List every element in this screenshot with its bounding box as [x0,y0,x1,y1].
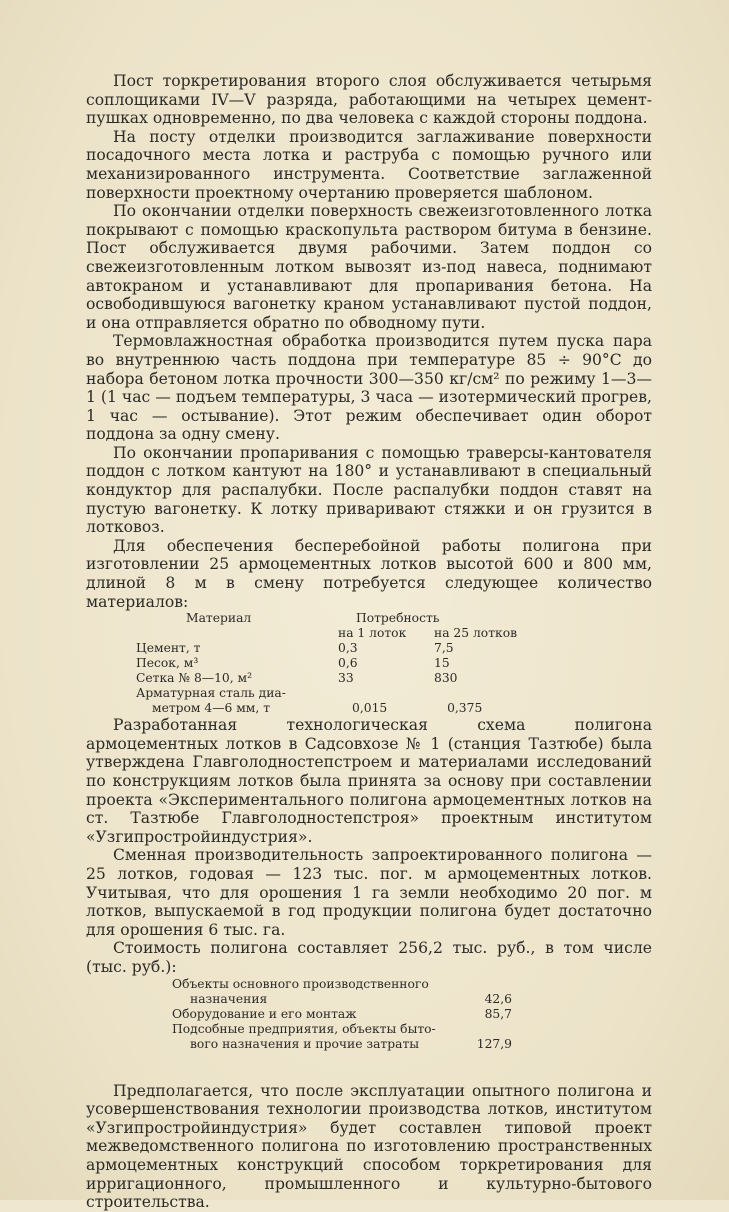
table-row [172,992,512,1007]
cost-item-name: Оборудование и его монтаж [172,1006,357,1021]
paragraph-2: На посту отделки производится заглаживание поверхности посадочного места лотка и раструба с помощью ручного или механизированного инструмента. Соответствие заглаженной поверхности проектному очертанию проверяется шаблоном. [86,127,652,202]
cost-item-name-continued: вого назначения и прочие затраты [190,1036,420,1051]
table-row [172,977,512,992]
cost-item-name: Подсобные предприятия, объекты быто- [172,1021,436,1036]
paragraph-9: Стоимость полигона составляет 256,2 тыс. руб., в том числе (тыс. руб.): [86,939,652,976]
table-row [172,1007,512,1022]
material-name: Песок, м³ [136,656,199,671]
material-per-1: 0,6 [338,656,358,671]
paragraph-6: Для обеспечения бесперебойной работы полигона при изготовлении 25 армоцементных лотков высотой 600 и 800 мм, длиной 8 м в смену потребуется следующее количество материалов: [86,536,652,611]
table-row [136,701,556,716]
cost-table [172,977,512,1052]
table-row [172,1022,512,1037]
paragraph-5: По окончании пропаривания с помощью траверсы-кантователя поддон с лотком кантуют на 180° и устанавливают в специальный кондуктор для распалубки. После распалубки поддон ставят на пустую вагонетку. К лотку приваривают стяжки и он грузится в лотковоз. [86,443,652,537]
table-row [136,656,556,671]
material-name: Арматурная сталь диа- [136,686,286,701]
cost-item-name: Объекты основного производственного [172,976,429,991]
table-row [136,671,556,686]
material-per-25: 7,5 [434,641,454,656]
header-per-1: на 1 лоток [338,626,407,641]
materials-table-header [136,611,556,626]
materials-table [136,611,556,716]
material-name: Цемент, т [136,641,201,656]
paragraph-3: По окончании отделки поверхность свежеизготовленного лотка покрывают с помощью краскопульта раствором битума в бензине. Пост обслуживается двумя рабочими. Затем поддон со свежеизготовленным лотком вывозят из-под навеса, поднимают автокраном и устанавливают для пропаривания бетона. На освободившуюся вагонетку краном устанавливают пустой поддон, и она отправляется обратно по обводному пути. [86,202,652,332]
page-text [86,72,652,1212]
paragraph-10: Предполагается, что после эксплуатации опытного полигона и усовершенствования технологии производства лотков, институтом «Узгипростройиндустрия» будет составлен типовой проект межведомственного полигона по изготовлению пространственных армоцементных конструкций способом торкретирования для ирригационного, промышленного и культурно-бытового строительства. [86,1081,652,1212]
material-per-1: 0,015 [352,701,388,716]
header-need: Потребность [356,611,440,626]
table-row [172,1037,512,1052]
material-name: Сетка № 8—10, м² [136,671,253,686]
material-per-25: 830 [434,671,458,686]
material-per-1: 0,3 [338,641,358,656]
cost-item-value: 42,6 [484,991,512,1006]
paragraph-8: Сменная производительность запроектированного полигона — 25 лотков, годовая — 123 тыс. пог. м армоцементных лотков. Учитывая, что для орошения 1 га земли необходимо 20 пог. м лотков, выпускаемой в год продукции полигона будет достаточно для орошения 6 тыс. га. [86,846,652,939]
cost-item-name-continued: назначения [190,991,268,1006]
header-per-25: на 25 лотков [434,626,518,641]
materials-table-subheader [136,626,556,641]
header-material: Материал [186,611,252,626]
material-name-continued: метром 4—6 мм, т [152,701,270,716]
material-per-25: 15 [434,656,450,671]
paragraph-1: Пост торкретирования второго слоя обслуживается четырьмя соплощиками IV—V разряда, работающими на четырех цемент-пушках одновременно, по два человека с каждой стороны поддона. [86,72,652,128]
spacer [86,1052,652,1082]
paragraph-4: Термовлажностная обработка производится путем пуска пара во внутреннюю часть поддона при температуре 85 ÷ 90°С до набора бетоном лотка прочности 300—350 кг/см² по режиму 1—3—1 (1 час — подъем температуры, 3 часа — изотермический прогрев, 1 час — остывание). Этот режим обеспечивает один оборот поддона за одну смену. [86,332,652,444]
table-row [136,686,556,701]
cost-item-value: 85,7 [484,1006,512,1021]
material-per-25: 0,375 [447,701,483,716]
cost-item-value: 127,9 [476,1036,512,1051]
table-row [136,641,556,656]
material-per-1: 33 [338,671,354,686]
paragraph-7: Разработанная технологическая схема полигона армоцементных лотков в Садсовхозе № 1 (станция Тазтюбе) была утверждена Главголодностепстроем и материалами исследований по конструкциям лотков была принята за основу при составлении проекта «Экспериментального полигона армоцементных лотков на ст. Тазтюбе Главголодностепстроя» проектным институтом «Узгипростройиндустрия». [86,716,652,846]
